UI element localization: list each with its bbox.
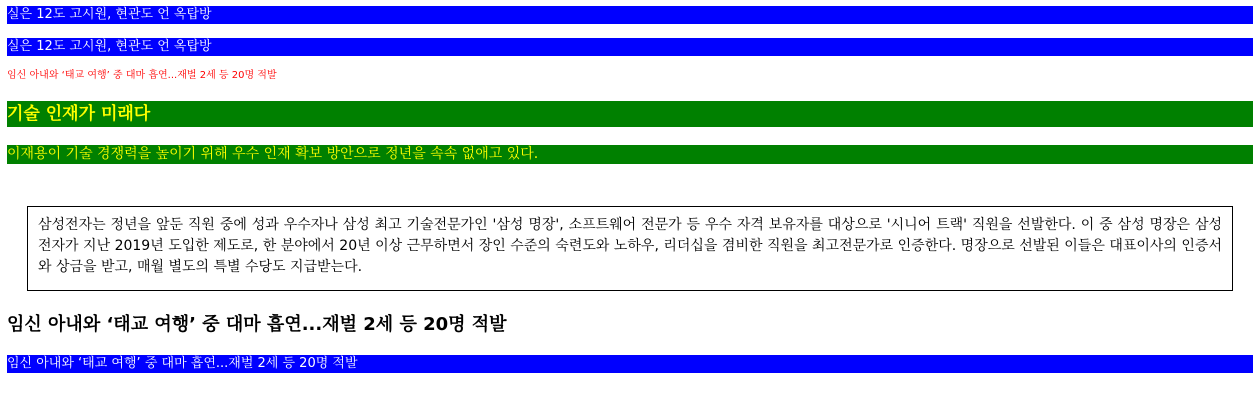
blue-headline-bar-2: 실은 12도 고시원, 현관도 언 옥탑방 [7, 38, 1253, 56]
article-body-box [27, 206, 1233, 291]
news-headline: 임신 아내와 ‘태교 여행’ 중 대마 흡연...재벌 2세 등 20명 적발 [7, 314, 507, 335]
red-headline-text: 임신 아내와 ‘태교 여행’ 중 대마 흡연...재벌 2세 등 20명 적발 [7, 70, 277, 81]
article-title: 기술 인재가 미래다 [7, 101, 1253, 127]
article-subtitle: 이재용이 기술 경쟁력을 높이기 위해 우수 인재 확보 방안으로 정년을 속속 없애고 있다. [7, 145, 1253, 164]
blue-headline-bar-1: 실은 12도 고시원, 현관도 언 옥탑방 [7, 6, 1253, 24]
article-body-text: 삼성전자는 정년을 앞둔 직원 중에 성과 우수자나 삼성 최고 기술전문가인 '삼성 명장', 소프트웨어 전문가 등 우수 자격 보유자를 대상으로 '시니어 트랙' 직원을 선발한다. 이 중 삼성 명장은 삼성전자가 지난 2019년 도입한 제도로, 한 분야에서 20년 이상 근무하면서 장인 수준의 숙련도와 노하우, 리더십을 겸비한 직원을 최고전문가로 인증한다. 명장으로 선발된 이들은 대표이사의 인증서와 상금을 받고, 매월 별도의 특별 수당도 지급받는다. [38, 217, 1222, 275]
blue-headline-bar-3: 임신 아내와 ‘태교 여행’ 중 대마 흡연...재벌 2세 등 20명 적발 [7, 355, 1253, 373]
